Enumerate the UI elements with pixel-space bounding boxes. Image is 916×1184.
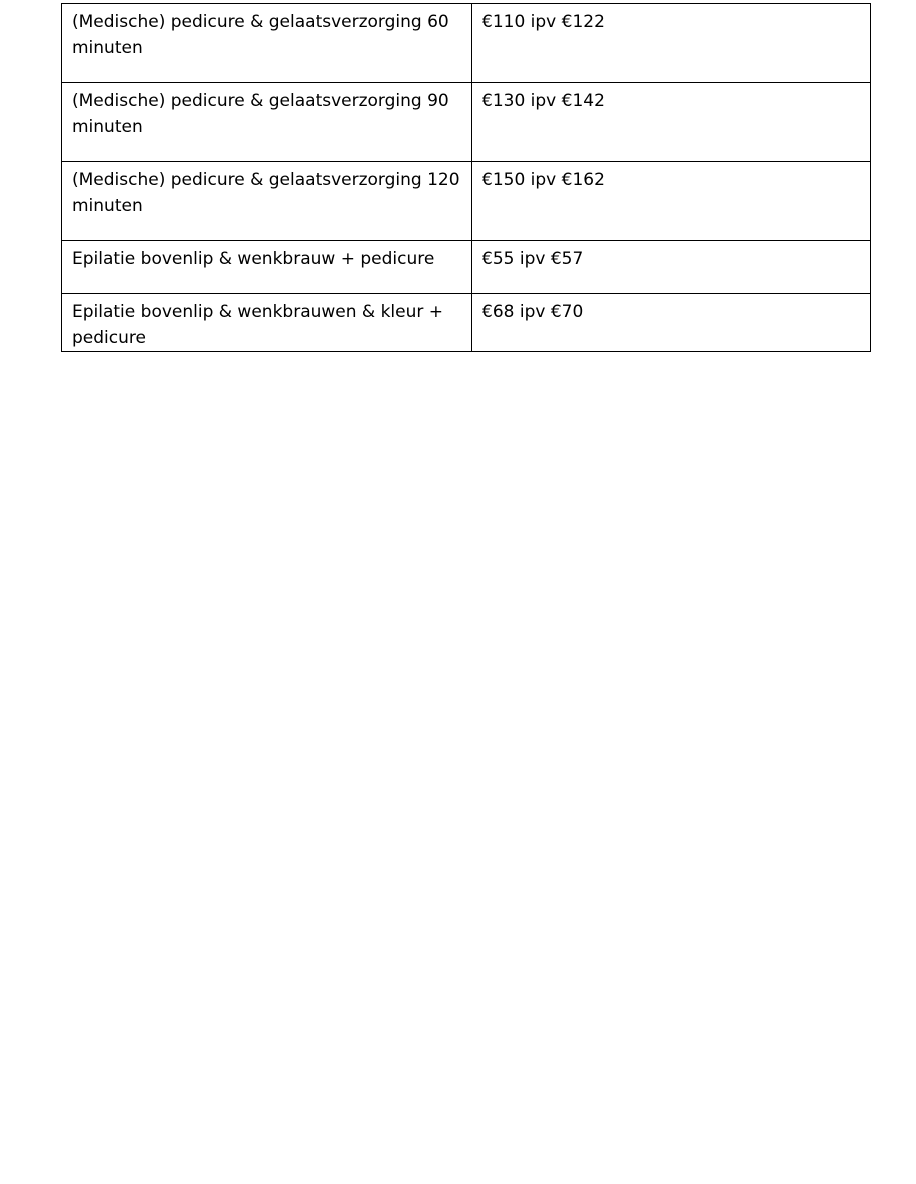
- price-cell: €55 ipv €57: [472, 241, 871, 294]
- price-cell: €110 ipv €122: [472, 4, 871, 83]
- treatment-cell: Epilatie bovenlip & wenkbrauwen & kleur + pedicure: [62, 294, 472, 352]
- table-row: [62, 162, 871, 241]
- price-table: [61, 3, 871, 352]
- treatment-cell: (Medische) pedicure & gelaatsverzorging 60 minuten: [62, 4, 472, 83]
- table-row: [62, 241, 871, 294]
- price-cell: €68 ipv €70: [472, 294, 871, 352]
- treatment-cell: Epilatie bovenlip & wenkbrauw + pedicure: [62, 241, 472, 294]
- table-row: [62, 294, 871, 352]
- treatment-cell: (Medische) pedicure & gelaatsverzorging 90 minuten: [62, 83, 472, 162]
- table-row: [62, 4, 871, 83]
- price-cell: €150 ipv €162: [472, 162, 871, 241]
- treatment-cell: (Medische) pedicure & gelaatsverzorging 120 minuten: [62, 162, 472, 241]
- price-cell: €130 ipv €142: [472, 83, 871, 162]
- table-row: [62, 83, 871, 162]
